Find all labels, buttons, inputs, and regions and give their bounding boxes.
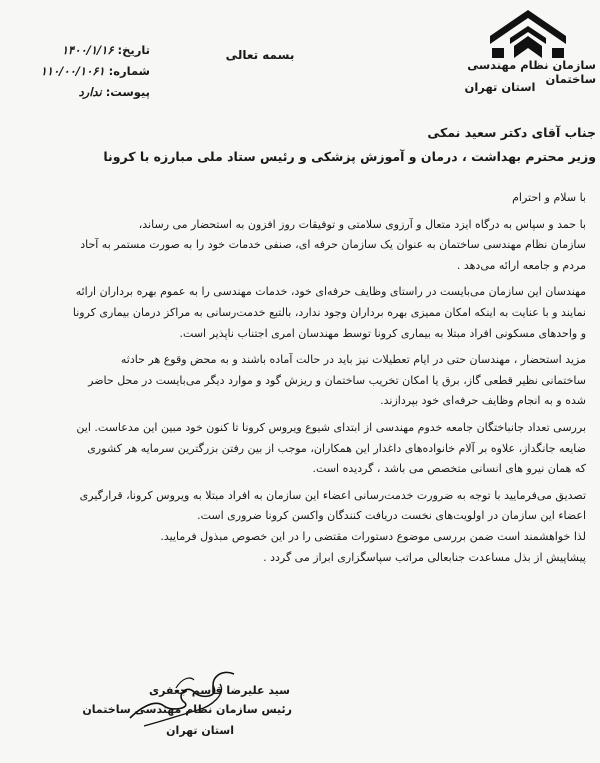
greeting: با سلام و احترام bbox=[512, 191, 586, 204]
attachment-row bbox=[20, 82, 150, 103]
signer-name: سید علیرضا قاسم جعفری bbox=[148, 684, 290, 697]
body-line: که همان نیرو های انسانی متخصص می باشد ، گردیده است. bbox=[312, 462, 586, 476]
body-line: پیشاپیش از بذل مساعدت جنابعالی مراتب سپاسگزاری ابراز می گردد . bbox=[263, 550, 586, 564]
body-line: با حمد و سپاس به درگاه ایزد متعال و آرزوی سلامتی و توفیقات روز افزون به استحضار می رساند، bbox=[138, 217, 586, 231]
addressee-name: جناب آقای دکتر سعید نمکی bbox=[427, 125, 596, 140]
body-line: لذا خواهشمند است ضمن بررسی موضوع دستورات مقتضی را در این خصوص مبذول فرمایید. bbox=[160, 529, 586, 543]
body-line: تصدیق می‌فرمایید با توجه به ضرورت خدمت‌رسانی اعضاء این سازمان به افراد مبتلا به ویروس کرونا، قرارگیری bbox=[79, 488, 586, 502]
addressee bbox=[60, 121, 596, 169]
building-logo-icon bbox=[488, 8, 568, 60]
body-line: ساختمانی نظیر قطعی گاز، برق یا امکان تخریب ساختمان و ریزش گود و موارد دیگر می‌بایست در محل حاضر bbox=[88, 373, 586, 387]
signer-province: استان تهران bbox=[166, 724, 234, 737]
number-row bbox=[20, 61, 150, 82]
body-line: نمایند و با عنایت به اینکه امکان ممیزی بهره برداران وجود ندارد، بالتبع خدمت‌رسانی به مراکز درمان بیماری کرونا bbox=[72, 305, 586, 319]
number-label: شماره: bbox=[108, 64, 150, 78]
body-line: ضایعه جانگداز، علاوه بر آلام خانواده‌های داغدار این همکاران، موجب از بین رفتن بزرگترین سرمایه هر کشوری bbox=[87, 441, 586, 455]
body-line: مزید استحضار ، مهندسان حتی در ایام تعطیلات نیز باید در حالت آماده باشند و به محض وقوع هر حادثه bbox=[120, 353, 586, 367]
body-line: و واحدهای مسکونی افراد مبتلا به بیماری کرونا توسط مهندسان امری اجتناب ناپذیر است. bbox=[179, 326, 586, 340]
body-line: سازمان نظام مهندسی ساختمان به عنوان یک سازمان حرفه ای، صنفی خدمات خود را به صورت مستمر به آحاد bbox=[80, 238, 586, 252]
body-line: مهندسان این سازمان می‌بایست در راستای وظایف حرفه‌ای خود، خدمات مهندسی را به عموم بهره برداران ارائه bbox=[75, 285, 586, 299]
letter-meta bbox=[20, 40, 150, 103]
body-line: مردم و جامعه ارائه می‌دهد . bbox=[456, 258, 586, 272]
body-line: شده و به انجام وظایف حرفه‌ای خود بپردازند. bbox=[380, 394, 586, 408]
date-row bbox=[20, 40, 150, 61]
basmala: بسمه تعالی bbox=[225, 48, 295, 62]
date-value: ۱۴۰۰/۱/۱۶ bbox=[61, 43, 114, 57]
letter-body bbox=[14, 188, 586, 568]
attachment-value: ندارد bbox=[78, 85, 102, 99]
signature-block bbox=[82, 670, 296, 750]
org-province: استان تهران bbox=[464, 80, 536, 94]
signer-title: رئیس سازمان نظام مهندسی ساختمان bbox=[82, 703, 292, 716]
attachment-label: پیوست: bbox=[105, 85, 150, 99]
body-line: اعضاء این سازمان در اولویت‌های نخست دریافت کنندگان واکسن کرونا ضروری است. bbox=[197, 509, 586, 523]
body-line: بررسی تعداد جانباختگان جامعه خدوم مهندسی از ابتدای شیوع ویروس کرونا تا کنون خود مبین این مدعاست. این bbox=[76, 420, 586, 434]
addressee-title: وزیر محترم بهداشت ، درمان و آموزش پزشکی و رئیس ستاد ملی مبارزه با کرونا bbox=[103, 149, 596, 164]
org-name: سازمان نظام مهندسی ساختمان bbox=[467, 58, 596, 86]
date-label: تاریخ: bbox=[117, 43, 150, 57]
number-value: ۱۱۰/۰۰/۱۰۶۱ bbox=[40, 64, 105, 78]
